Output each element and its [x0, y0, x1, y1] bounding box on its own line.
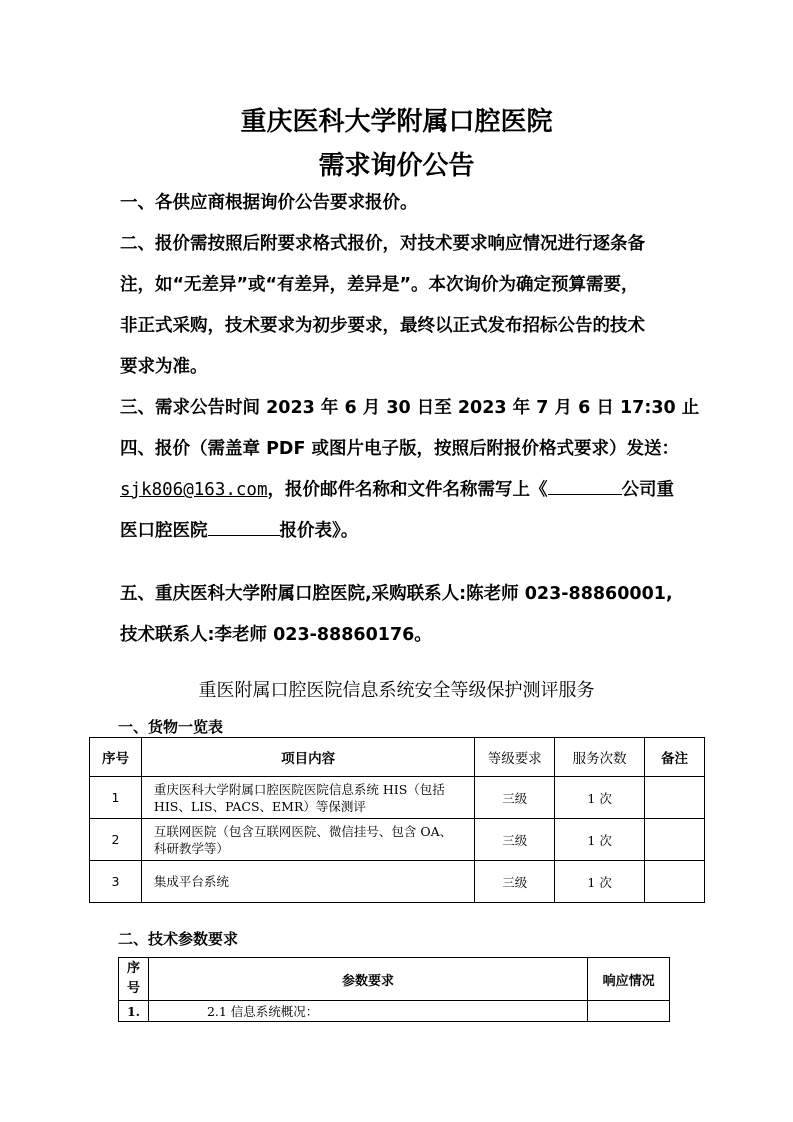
paragraph-1	[120, 183, 680, 224]
goods-row-content: 集成平台系统	[141, 861, 474, 903]
param-header-no-line2: 号	[126, 981, 140, 996]
paragraph-4	[120, 429, 680, 552]
paragraph-2	[120, 224, 680, 388]
goods-row-times: 1 次	[555, 777, 645, 819]
param-table	[118, 957, 670, 1022]
goods-header-remark: 备注	[645, 738, 705, 777]
goods-row-no: 2	[90, 819, 142, 861]
paragraph-1-text: 一、各供应商根据询价公告要求报价。	[120, 193, 418, 213]
param-table-header-row	[119, 958, 670, 1001]
param-header-param: 参数要求	[148, 958, 587, 1001]
table-row	[90, 777, 705, 819]
goods-row-content-line1: 互联网医院（包含互联网医院、微信挂号、包含 OA、	[153, 823, 453, 839]
paragraph-5	[120, 574, 680, 656]
goods-row-remark	[645, 861, 705, 903]
param-header-no-line1: 序	[126, 961, 140, 976]
goods-header-times: 服务次数	[555, 738, 645, 777]
goods-row-remark	[645, 777, 705, 819]
paragraph-3-text: 三、需求公告时间 2023 年 6 月 30 日至 2023 年 7 月 6 日 17:30 止	[120, 398, 700, 418]
goods-row-content-line1: 重庆医科大学附属口腔医院医院信息系统 HIS（包括	[153, 781, 445, 797]
paragraph-2-line-1: 二、报价需按照后附要求格式报价，对技术要求响应情况进行逐条备	[120, 234, 645, 254]
goods-header-level: 等级要求	[475, 738, 555, 777]
param-header-no	[119, 958, 149, 1001]
goods-row-content	[141, 777, 474, 819]
goods-row-content-line2: HIS、LIS、PACS、EMR）等保测评	[153, 798, 366, 814]
project-blank	[208, 519, 280, 536]
param-row-param: 2.1 信息系统概况：	[148, 1001, 587, 1022]
goods-row-times: 1 次	[555, 861, 645, 903]
paragraph-5-line-2: 技术联系人:李老师 023-88860176。	[120, 625, 432, 645]
paragraph-2-line-3: 非正式采购，技术要求为初步要求，最终以正式发布招标公告的技术	[120, 316, 645, 336]
param-header-response: 响应情况	[588, 958, 670, 1001]
email-link[interactable]: sjk806@163.com	[120, 480, 268, 500]
goods-row-content	[141, 819, 474, 861]
goods-row-no: 1	[90, 777, 142, 819]
goods-row-content-line2: 科研教学等）	[153, 840, 229, 856]
goods-table	[89, 737, 705, 903]
document-title-notice: 需求询价公告	[318, 151, 475, 181]
company-blank	[548, 478, 622, 495]
paragraph-2-line-4: 要求为准。	[120, 357, 208, 377]
goods-row-no: 3	[90, 861, 142, 903]
goods-header-content: 项目内容	[141, 738, 474, 777]
goods-header-no: 序号	[90, 738, 142, 777]
paragraph-4-line-3-end: 报价表》。	[279, 521, 359, 541]
paragraph-4-line-3-start: 医口腔医院	[120, 521, 208, 541]
table-row	[119, 1001, 670, 1022]
goods-table-header-row	[90, 738, 705, 777]
goods-row-times: 1 次	[555, 819, 645, 861]
service-title: 重医附属口腔医院信息系统安全等级保护测评服务	[198, 680, 595, 701]
paragraph-4-line-1: 四、报价（需盖章 PDF 或图片电子版，按照后附报价格式要求）发送：	[120, 439, 679, 459]
goods-row-level: 三级	[475, 861, 555, 903]
param-row-response	[588, 1001, 670, 1022]
paragraph-4-company: 公司重	[621, 480, 675, 500]
param-row-no: 1.	[119, 1001, 149, 1022]
goods-row-remark	[645, 819, 705, 861]
paragraph-5-line-1: 五、重庆医科大学附属口腔医院,采购联系人:陈老师 023-88860001,	[120, 584, 673, 604]
paragraph-3	[120, 388, 700, 429]
table-row	[90, 861, 705, 903]
paragraph-4-line-2: ，报价邮件名称和文件名称需写上《	[267, 480, 548, 500]
section-goods-heading: 一、货物一览表	[118, 718, 224, 736]
goods-row-level: 三级	[475, 819, 555, 861]
document-title-hospital: 重庆医科大学附属口腔医院	[240, 107, 553, 137]
goods-row-level: 三级	[475, 777, 555, 819]
paragraph-2-line-2: 注，如“无差异”或“有差异，差异是”。本次询价为确定预算需要，	[120, 275, 639, 295]
table-row	[90, 819, 705, 861]
section-param-heading: 二、技术参数要求	[118, 930, 239, 948]
